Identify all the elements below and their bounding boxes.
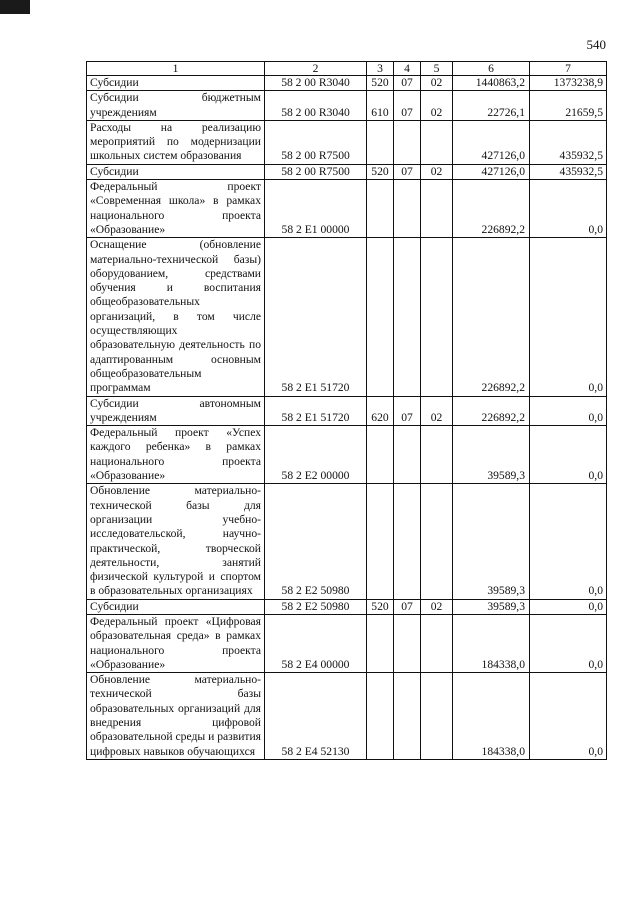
page-number: 540 — [586, 37, 606, 52]
header-col-7: 7 — [530, 62, 607, 76]
table-row — [87, 484, 607, 599]
table-row — [87, 426, 607, 484]
scan-corner-mark — [0, 0, 30, 14]
amount-year-1-cell: 184338,0 — [453, 673, 530, 760]
expense-type-cell: 620 — [367, 396, 394, 426]
section-cell: 07 — [394, 599, 421, 614]
section-cell: 07 — [394, 76, 421, 91]
header-row — [87, 62, 607, 76]
subsection-cell — [421, 120, 453, 164]
table-row — [87, 91, 607, 121]
target-code-cell: 58 2 E2 00000 — [265, 426, 367, 484]
amount-year-1-cell: 226892,2 — [453, 180, 530, 238]
budget-table — [86, 61, 607, 760]
expense-type-cell: 520 — [367, 599, 394, 614]
expense-name-cell: Субсидии — [87, 164, 265, 179]
section-cell: 07 — [394, 396, 421, 426]
target-code-cell: 58 2 E1 51720 — [265, 396, 367, 426]
target-code-cell: 58 2 E4 52130 — [265, 673, 367, 760]
expense-name-cell: Федеральный проект «Современная школа» в рамках национального проекта «Образование» — [87, 180, 265, 238]
section-cell — [394, 426, 421, 484]
expense-type-cell — [367, 614, 394, 672]
amount-year-1-cell: 39589,3 — [453, 484, 530, 599]
table-row — [87, 180, 607, 238]
subsection-cell — [421, 484, 453, 599]
expense-name-cell: Оснащение (обновление материально-технической базы) оборудованием, средствами обучения и воспитания общеобразовательных организаций, в том числе осуществляющих образовательную деятельность по адаптированным основным общеобразовательным программам — [87, 238, 265, 396]
table-row — [87, 76, 607, 91]
table-row — [87, 120, 607, 164]
section-cell: 07 — [394, 91, 421, 121]
section-cell — [394, 120, 421, 164]
table-row — [87, 673, 607, 760]
amount-year-2-cell: 1373238,9 — [530, 76, 607, 91]
target-code-cell: 58 2 00 R3040 — [265, 91, 367, 121]
amount-year-1-cell: 39589,3 — [453, 599, 530, 614]
amount-year-1-cell: 22726,1 — [453, 91, 530, 121]
amount-year-2-cell: 0,0 — [530, 180, 607, 238]
amount-year-2-cell: 435932,5 — [530, 164, 607, 179]
expense-name-cell: Субсидии автономным учреждениям — [87, 396, 265, 426]
expense-type-cell: 520 — [367, 164, 394, 179]
amount-year-1-cell: 427126,0 — [453, 120, 530, 164]
subsection-cell — [421, 238, 453, 396]
expense-type-cell — [367, 180, 394, 238]
section-cell — [394, 614, 421, 672]
subsection-cell — [421, 426, 453, 484]
amount-year-2-cell: 0,0 — [530, 238, 607, 396]
table-body — [87, 76, 607, 760]
section-cell: 07 — [394, 164, 421, 179]
amount-year-2-cell: 0,0 — [530, 484, 607, 599]
expense-name-cell: Субсидии — [87, 599, 265, 614]
target-code-cell: 58 2 00 R7500 — [265, 164, 367, 179]
expense-type-cell — [367, 120, 394, 164]
expense-type-cell — [367, 484, 394, 599]
amount-year-2-cell: 0,0 — [530, 614, 607, 672]
header-col-3: 3 — [367, 62, 394, 76]
table-row — [87, 599, 607, 614]
header-col-1: 1 — [87, 62, 265, 76]
expense-type-cell — [367, 238, 394, 396]
section-cell — [394, 484, 421, 599]
expense-name-cell: Обновление материально-технической базы для организации учебно-исследовательской, научно-практической, творческой деятельности, занятий физической культурой и спортом в образовательных организациях — [87, 484, 265, 599]
subsection-cell: 02 — [421, 599, 453, 614]
amount-year-2-cell: 0,0 — [530, 673, 607, 760]
subsection-cell — [421, 614, 453, 672]
subsection-cell: 02 — [421, 396, 453, 426]
expense-name-cell: Обновление материально-технической базы образовательных организаций для внедрения цифровой образовательной среды и развития цифровых навыков обучающихся — [87, 673, 265, 760]
target-code-cell: 58 2 E1 00000 — [265, 180, 367, 238]
amount-year-1-cell: 226892,2 — [453, 396, 530, 426]
expense-type-cell: 520 — [367, 76, 394, 91]
expense-name-cell: Федеральный проект «Цифровая образовательная среда» в рамках национального проекта «Образование» — [87, 614, 265, 672]
amount-year-2-cell: 0,0 — [530, 599, 607, 614]
section-cell — [394, 238, 421, 396]
table-row — [87, 238, 607, 396]
target-code-cell: 58 2 E1 51720 — [265, 238, 367, 396]
target-code-cell: 58 2 E2 50980 — [265, 484, 367, 599]
expense-name-cell: Расходы на реализацию мероприятий по модернизации школьных систем образования — [87, 120, 265, 164]
amount-year-1-cell: 1440863,2 — [453, 76, 530, 91]
table-row — [87, 614, 607, 672]
amount-year-2-cell: 435932,5 — [530, 120, 607, 164]
amount-year-1-cell: 184338,0 — [453, 614, 530, 672]
expense-type-cell: 610 — [367, 91, 394, 121]
subsection-cell — [421, 180, 453, 238]
header-col-2: 2 — [265, 62, 367, 76]
expense-type-cell — [367, 673, 394, 760]
target-code-cell: 58 2 E2 50980 — [265, 599, 367, 614]
amount-year-2-cell: 21659,5 — [530, 91, 607, 121]
subsection-cell — [421, 673, 453, 760]
table-row — [87, 164, 607, 179]
expense-name-cell: Субсидии бюджетным учреждениям — [87, 91, 265, 121]
section-cell — [394, 673, 421, 760]
table-row — [87, 396, 607, 426]
header-col-4: 4 — [394, 62, 421, 76]
target-code-cell: 58 2 00 R3040 — [265, 76, 367, 91]
amount-year-2-cell: 0,0 — [530, 396, 607, 426]
amount-year-1-cell: 226892,2 — [453, 238, 530, 396]
target-code-cell: 58 2 E4 00000 — [265, 614, 367, 672]
amount-year-1-cell: 427126,0 — [453, 164, 530, 179]
expense-name-cell: Федеральный проект «Успех каждого ребенка» в рамках национального проекта «Образование» — [87, 426, 265, 484]
header-col-5: 5 — [421, 62, 453, 76]
expense-name-cell: Субсидии — [87, 76, 265, 91]
header-col-6: 6 — [453, 62, 530, 76]
amount-year-2-cell: 0,0 — [530, 426, 607, 484]
target-code-cell: 58 2 00 R7500 — [265, 120, 367, 164]
section-cell — [394, 180, 421, 238]
subsection-cell: 02 — [421, 164, 453, 179]
expense-type-cell — [367, 426, 394, 484]
subsection-cell: 02 — [421, 91, 453, 121]
amount-year-1-cell: 39589,3 — [453, 426, 530, 484]
subsection-cell: 02 — [421, 76, 453, 91]
